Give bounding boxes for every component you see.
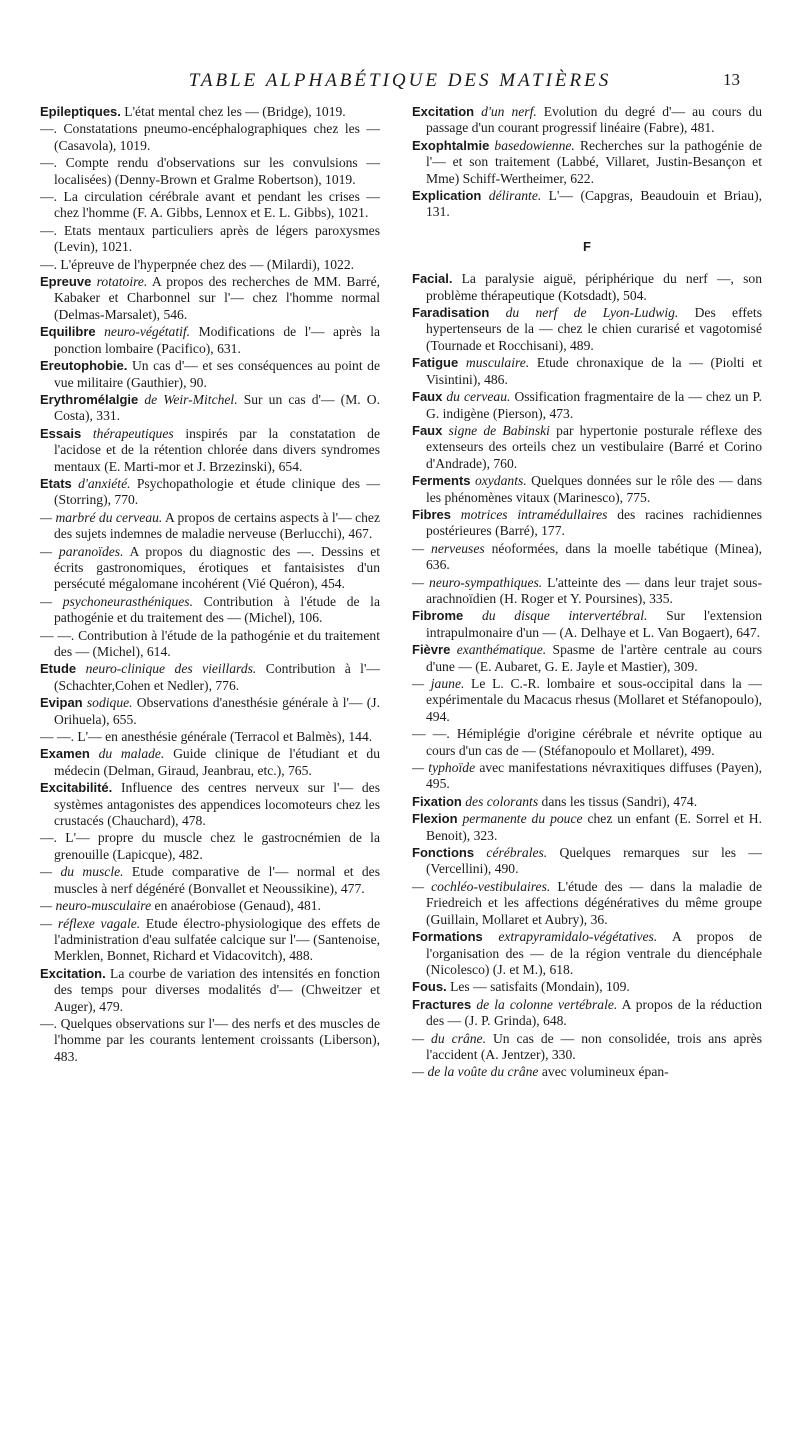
entry-text: La paralysie aiguë, périphérique du nerf —, son problème thérapeutique (Kotsdadt), 504. <box>426 271 762 303</box>
entry-qualifier: neuro-clinique des vieillards. <box>76 661 257 677</box>
index-entry <box>412 879 762 928</box>
entry-text: Le L. C.-R. lombaire et sous-occipital dans la — expérimentale du Macacus rhesus (Mollaret et Stéfanopoulo), 494. <box>426 676 762 724</box>
entry-qualifier: permanente du pouce <box>457 811 583 827</box>
index-entry <box>412 575 762 608</box>
entry-qualifier: oxydants. <box>470 473 527 489</box>
index-entry <box>412 355 762 388</box>
entry-heading: Faux <box>412 389 443 405</box>
entry-heading: Essais <box>40 425 82 441</box>
entry-qualifier: du disque intervertébral. <box>463 608 648 624</box>
entry-heading: Fractures <box>412 996 472 1012</box>
entry-text: Contribution à l'étude de la pathogénie et du traitement des — (Michel), 106. <box>54 593 380 626</box>
entry-text: L'atteinte des — dans leur trajet sous-arachnoïdien (H. Roger et Y. Poursines), 335. <box>426 574 762 606</box>
entry-text: Sur un cas d'— (M. O. Costa), 331. <box>54 391 380 424</box>
entry-text: néoformées, dans la moelle tabétique (Minea), 636. <box>426 540 762 573</box>
entry-qualifier: du cerveau. <box>442 389 511 405</box>
entry-text: A propos de la réduction des — (J. P. Grinda), 648. <box>426 996 762 1029</box>
entry-text: Contribution à l'—(Schachter,Cohen et Nedler), 776. <box>54 661 380 693</box>
entry-qualifier: rotatoire. <box>91 274 148 290</box>
entry-heading: Formations <box>412 929 483 945</box>
entry-text: avec volumineux épan- <box>538 1064 669 1080</box>
entry-text: inspirés par la constatation de l'acidose et de la rétention chlorée dans divers syndromes mentaux (E. Marti-mor et J. Brzezinski), 654. <box>54 425 380 474</box>
entry-text: Influence des centres nerveux sur l'— des systèmes antagonistes des appendices locomoteurs chez les crustacés (Chauchard), 478. <box>54 780 380 829</box>
entry-qualifier: — jaune. <box>412 676 465 691</box>
index-entry <box>40 223 380 256</box>
entry-text: A propos des recherches de MM. Barré, Kabaker et Charbonnel sur l'— chez l'homme normal (Delmas-Marsalet), 546. <box>54 274 380 322</box>
index-entry <box>412 389 762 422</box>
entry-qualifier: neuro-végétatif. <box>95 324 191 340</box>
entry-heading: Ferments <box>412 473 471 489</box>
index-entry <box>412 811 762 844</box>
index-entry <box>412 760 762 793</box>
entry-qualifier: musculaire. <box>458 355 530 371</box>
entry-text: Etude chronaxique de la — (Piolti et Visintini), 486. <box>426 355 763 387</box>
index-entry <box>40 155 380 188</box>
entry-text: Sur l'extension intrapulmonaire d'un — (A. Delhaye et L. Van Bogaert), 647. <box>426 608 762 640</box>
entry-heading: Epileptiques. <box>40 104 121 119</box>
entry-text: Un cas d'— et ses conséquences au point de vue militaire (Gauthier), 90. <box>54 358 380 390</box>
entry-heading: Erythromélalgie <box>40 391 139 407</box>
entry-heading: Fièvre <box>412 642 451 658</box>
index-entry <box>40 476 380 509</box>
entry-heading: Flexion <box>412 811 458 827</box>
running-title: TABLE ALPHABÉTIQUE DES MATIÈRES <box>188 70 612 91</box>
entry-text: par hypertonie posturale réflexe des extenseurs des orteils chez un vestibulaire (Barré et Corino d'Andrade), 760. <box>426 422 762 471</box>
entry-qualifier: — de la voûte du crâne <box>412 1064 539 1080</box>
index-entry <box>40 104 380 120</box>
entry-qualifier: basedowienne. <box>489 137 575 153</box>
page-header <box>0 66 800 96</box>
entry-heading: Epreuve <box>40 274 92 290</box>
entry-qualifier: exanthématique. <box>450 642 547 658</box>
index-entry <box>40 1016 380 1065</box>
index-entry <box>40 830 380 863</box>
entry-text: — —. L'— en anesthésie générale (Terracol et Balmès), 144. <box>40 729 373 745</box>
entry-heading: Exophtalmie <box>412 137 490 153</box>
entry-text: Quelques données sur le rôle des — dans les phénomènes vitaux (Marinesco), 775. <box>426 473 763 505</box>
entry-qualifier: motrices intramédullaires <box>451 506 608 522</box>
index-entry <box>412 608 762 641</box>
entry-heading: Faradisation <box>412 305 490 321</box>
entry-heading: Faux <box>412 422 443 438</box>
entry-heading: Fatigue <box>412 355 459 371</box>
entry-text: Ossification fragmentaire de la — chez un P. G. indigène (Pierson), 473. <box>426 389 762 421</box>
entry-text: Etude électro-physiologique des effets de l'administration d'eau sulfatée calcique sur l'— (Santenoise, Merklen, Bonnet, Richard et Vidacovitch), 488. <box>54 915 380 964</box>
entry-heading: Examen <box>40 746 90 762</box>
entry-qualifier: — cochléo-vestibulaires. <box>412 878 551 894</box>
entry-qualifier: cérébrales. <box>474 845 548 861</box>
entry-qualifier: signe de Babinski <box>442 422 550 438</box>
index-entry <box>412 642 762 675</box>
entry-heading: Fonctions <box>412 845 475 861</box>
entry-heading: Fous. <box>412 979 447 995</box>
entry-text: chez un enfant (E. Sorrel et H. Benoit), 323. <box>426 811 762 843</box>
entry-heading: Explication <box>412 188 482 204</box>
index-entry <box>40 628 380 661</box>
entry-text: dans les tissus (Sandri), 474. <box>538 793 698 809</box>
entry-text: Spasme de l'artère centrale au cours d'une — (E. Aubaret, G. E. Jayle et Mastier), 309. <box>426 642 762 674</box>
entry-text: Un cas de — non consolidée, trois ans après l'accident (A. Jentzer), 330. <box>426 1030 763 1062</box>
index-column-right <box>412 104 762 1082</box>
entry-qualifier: sodique. <box>82 695 133 711</box>
entry-qualifier: — du crâne. <box>412 1030 486 1046</box>
index-entry <box>40 121 380 154</box>
entry-qualifier: — typhoïde <box>412 760 476 776</box>
index-entry <box>412 271 762 304</box>
index-entry <box>412 726 762 759</box>
entry-text: — —. Hémiplégie d'origine cérébrale et névrite optique au cours d'un cas de — (Stéfanopoulo et Mollaret), 499. <box>412 726 762 758</box>
index-entry <box>40 916 380 965</box>
entry-qualifier: des colorants <box>461 793 539 809</box>
index-entry <box>412 188 762 221</box>
index-entry <box>412 676 762 725</box>
entry-heading: Fixation <box>412 793 462 809</box>
index-entry <box>412 507 762 540</box>
index-entry <box>412 845 762 878</box>
entry-qualifier: thérapeutiques <box>81 425 174 441</box>
entry-qualifier: — psychoneurasthéniques. <box>40 593 193 609</box>
index-entry <box>40 189 380 222</box>
entry-text: Observations d'anesthésie générale à l'— (J. Orihuela), 655. <box>54 695 380 727</box>
index-entry <box>40 661 380 694</box>
entry-qualifier: — neuro-musculaire <box>40 898 152 914</box>
entry-text: Guide clinique de l'étudiant et du médecin (Delman, Giraud, Jeanbrau, etc.), 765. <box>54 746 380 778</box>
index-entry <box>40 257 380 273</box>
entry-qualifier: — réflexe vagale. <box>40 915 141 931</box>
index-entry <box>412 979 762 995</box>
index-entry <box>412 997 762 1030</box>
index-entry <box>40 864 380 897</box>
entry-text: L'étude des — dans la maladie de Friedreich et les affections dégénératives du même groupe (Guillain, Mollaret et Aubry), 36. <box>426 878 762 927</box>
entry-heading: Equilibre <box>40 324 96 340</box>
index-entry <box>40 274 380 323</box>
entry-heading: Excitabilité. <box>40 780 113 796</box>
entry-text: —. La circulation cérébrale avant et pendant les crises — chez l'homme (F. A. Gibbs, Lennox et E. L. Gibbs), 1021. <box>40 189 380 221</box>
entry-text: Des effets hypertenseurs de la — chez le chien curarisé et vagotomisé (Tournade et Rocchisani), 489. <box>426 305 762 353</box>
index-entry <box>40 544 380 593</box>
entry-text: Modifications de l'— après la ponction lombaire (Pacifico), 631. <box>54 324 380 356</box>
entry-qualifier: d'un nerf. <box>474 104 537 119</box>
entry-qualifier: du nerf de Lyon-Ludwig. <box>489 305 679 321</box>
index-entry <box>40 729 380 745</box>
entry-text: Evolution du degré d'— au cours du passage d'un courant progressif linéaire (Fabre), 481. <box>426 104 763 136</box>
entry-text: —. L'épreuve de l'hyperpnée chez des — (Milardi), 1022. <box>40 256 355 272</box>
entry-text: Quelques remarques sur les — (Vercellini), 490. <box>426 845 762 877</box>
index-entry <box>40 594 380 627</box>
page-number: 13 <box>723 70 740 89</box>
index-column-left <box>40 104 380 1066</box>
entry-heading: Excitation. <box>40 965 106 981</box>
index-entry <box>412 473 762 506</box>
index-entry <box>412 541 762 574</box>
entry-qualifier: de la colonne vertébrale. <box>471 996 618 1012</box>
entry-text: —. L'— propre du muscle chez le gastrocnémien de la grenouille (Lapicque), 482. <box>40 830 380 862</box>
entry-qualifier: — nerveuses <box>412 540 485 556</box>
index-entry <box>40 510 380 543</box>
entry-heading: Evipan <box>40 695 83 711</box>
entry-heading: Etats <box>40 475 72 491</box>
entry-text: —. Compte rendu d'observations sur les convulsions — localisées) (Denny-Brown et Gralme Robertson), 1019. <box>40 155 380 187</box>
entry-text: L'état mental chez les — (Bridge), 1019. <box>120 104 346 119</box>
entry-text: Etude comparative de l'— normal et des muscles à nerf dégénéré (Bonvallet et Neoussikine), 477. <box>54 864 381 896</box>
section-letter: F <box>583 238 591 254</box>
entry-text: Recherches sur la pathogénie de l'— et son traitement (Labbé, Villaret, Justin-Besançon et Mme) Schiff-Wertheimer, 622. <box>426 137 762 186</box>
entry-heading: Fibres <box>412 506 452 522</box>
entry-text: —. Constatations pneumo-encéphalographiques chez les — (Casavola), 1019. <box>40 121 380 153</box>
index-entry <box>412 1031 762 1064</box>
index-entry <box>412 104 762 137</box>
entry-qualifier: — du muscle. <box>40 864 124 880</box>
index-entry <box>412 794 762 810</box>
index-entry <box>40 746 380 779</box>
index-entry <box>40 898 380 914</box>
index-entry <box>412 423 762 472</box>
entry-heading: Fibrome <box>412 608 464 624</box>
entry-heading: Ereutophobie. <box>40 358 128 374</box>
entry-qualifier: du malade. <box>89 746 165 762</box>
entry-qualifier: — paranoïdes. <box>40 543 124 559</box>
entry-text: —. Etats mentaux particuliers après de légers paroxysmes (Levin), 1021. <box>40 222 380 255</box>
index-entry <box>412 138 762 187</box>
entry-qualifier: — marbré du cerveau. <box>40 509 163 525</box>
entry-qualifier: extrapyramidalo-végétatives. <box>482 929 658 945</box>
index-entry <box>40 426 380 475</box>
entry-text: L'— (Capgras, Beaudouin et Briau), 131. <box>426 188 762 220</box>
entry-qualifier: délirante. <box>481 188 542 204</box>
entry-qualifier: d'anxiété. <box>71 475 131 491</box>
entry-text: Les — satisfaits (Mondain), 109. <box>446 979 630 995</box>
entry-text: Psychopathologie et étude clinique des — (Storring), 770. <box>54 475 380 508</box>
entry-text: A propos du diagnostic des —. Dessins et écrits gastronomiques, érotiques et fantaisistes d'un persécuté mégalomane incohérent (Vié Quéron), 454. <box>54 543 380 592</box>
index-entry <box>40 966 380 1015</box>
entry-text: — —. Contribution à l'étude de la pathogénie et du traitement des — (Michel), 614. <box>40 627 380 659</box>
entry-qualifier: — neuro-sympathiques. <box>412 574 543 590</box>
entry-text: La courbe de variation des intensités en fonction des temps pour diverses modalités d'— (Chweitzer et Auger), 479. <box>54 965 380 1014</box>
entry-text: en anaérobiose (Genaud), 481. <box>151 898 321 914</box>
index-entry <box>40 695 380 728</box>
index-entry <box>412 929 762 978</box>
entry-heading: Facial. <box>412 271 453 287</box>
index-entry <box>40 324 380 357</box>
entry-heading: Etude <box>40 661 77 677</box>
entry-text: des racines rachidiennes postérieures (Barré), 177. <box>426 506 763 539</box>
entry-text: —. Quelques observations sur l'— des nerfs et des muscles de l'homme par les courants lentement croissants (Liberson), 483. <box>40 1015 380 1064</box>
entry-text: A propos de certains aspects à l'— chez des sujets indemnes de maladie nerveuse (Berlucchi), 467. <box>54 509 380 542</box>
index-entry <box>40 358 380 391</box>
entry-heading: Excitation <box>412 104 475 119</box>
index-entry <box>412 1064 762 1080</box>
index-entry <box>412 305 762 354</box>
entry-text: A propos de l'organisation des — de la région ventrale du diencéphale (Nicolesco) (J. et M.), 618. <box>426 929 762 977</box>
index-entry <box>40 780 380 829</box>
index-entry <box>40 392 380 425</box>
entry-qualifier: de Weir-Mitchel. <box>138 391 238 407</box>
entry-text: avec manifestations névraxitiques diffuses (Payen), 495. <box>426 760 762 792</box>
